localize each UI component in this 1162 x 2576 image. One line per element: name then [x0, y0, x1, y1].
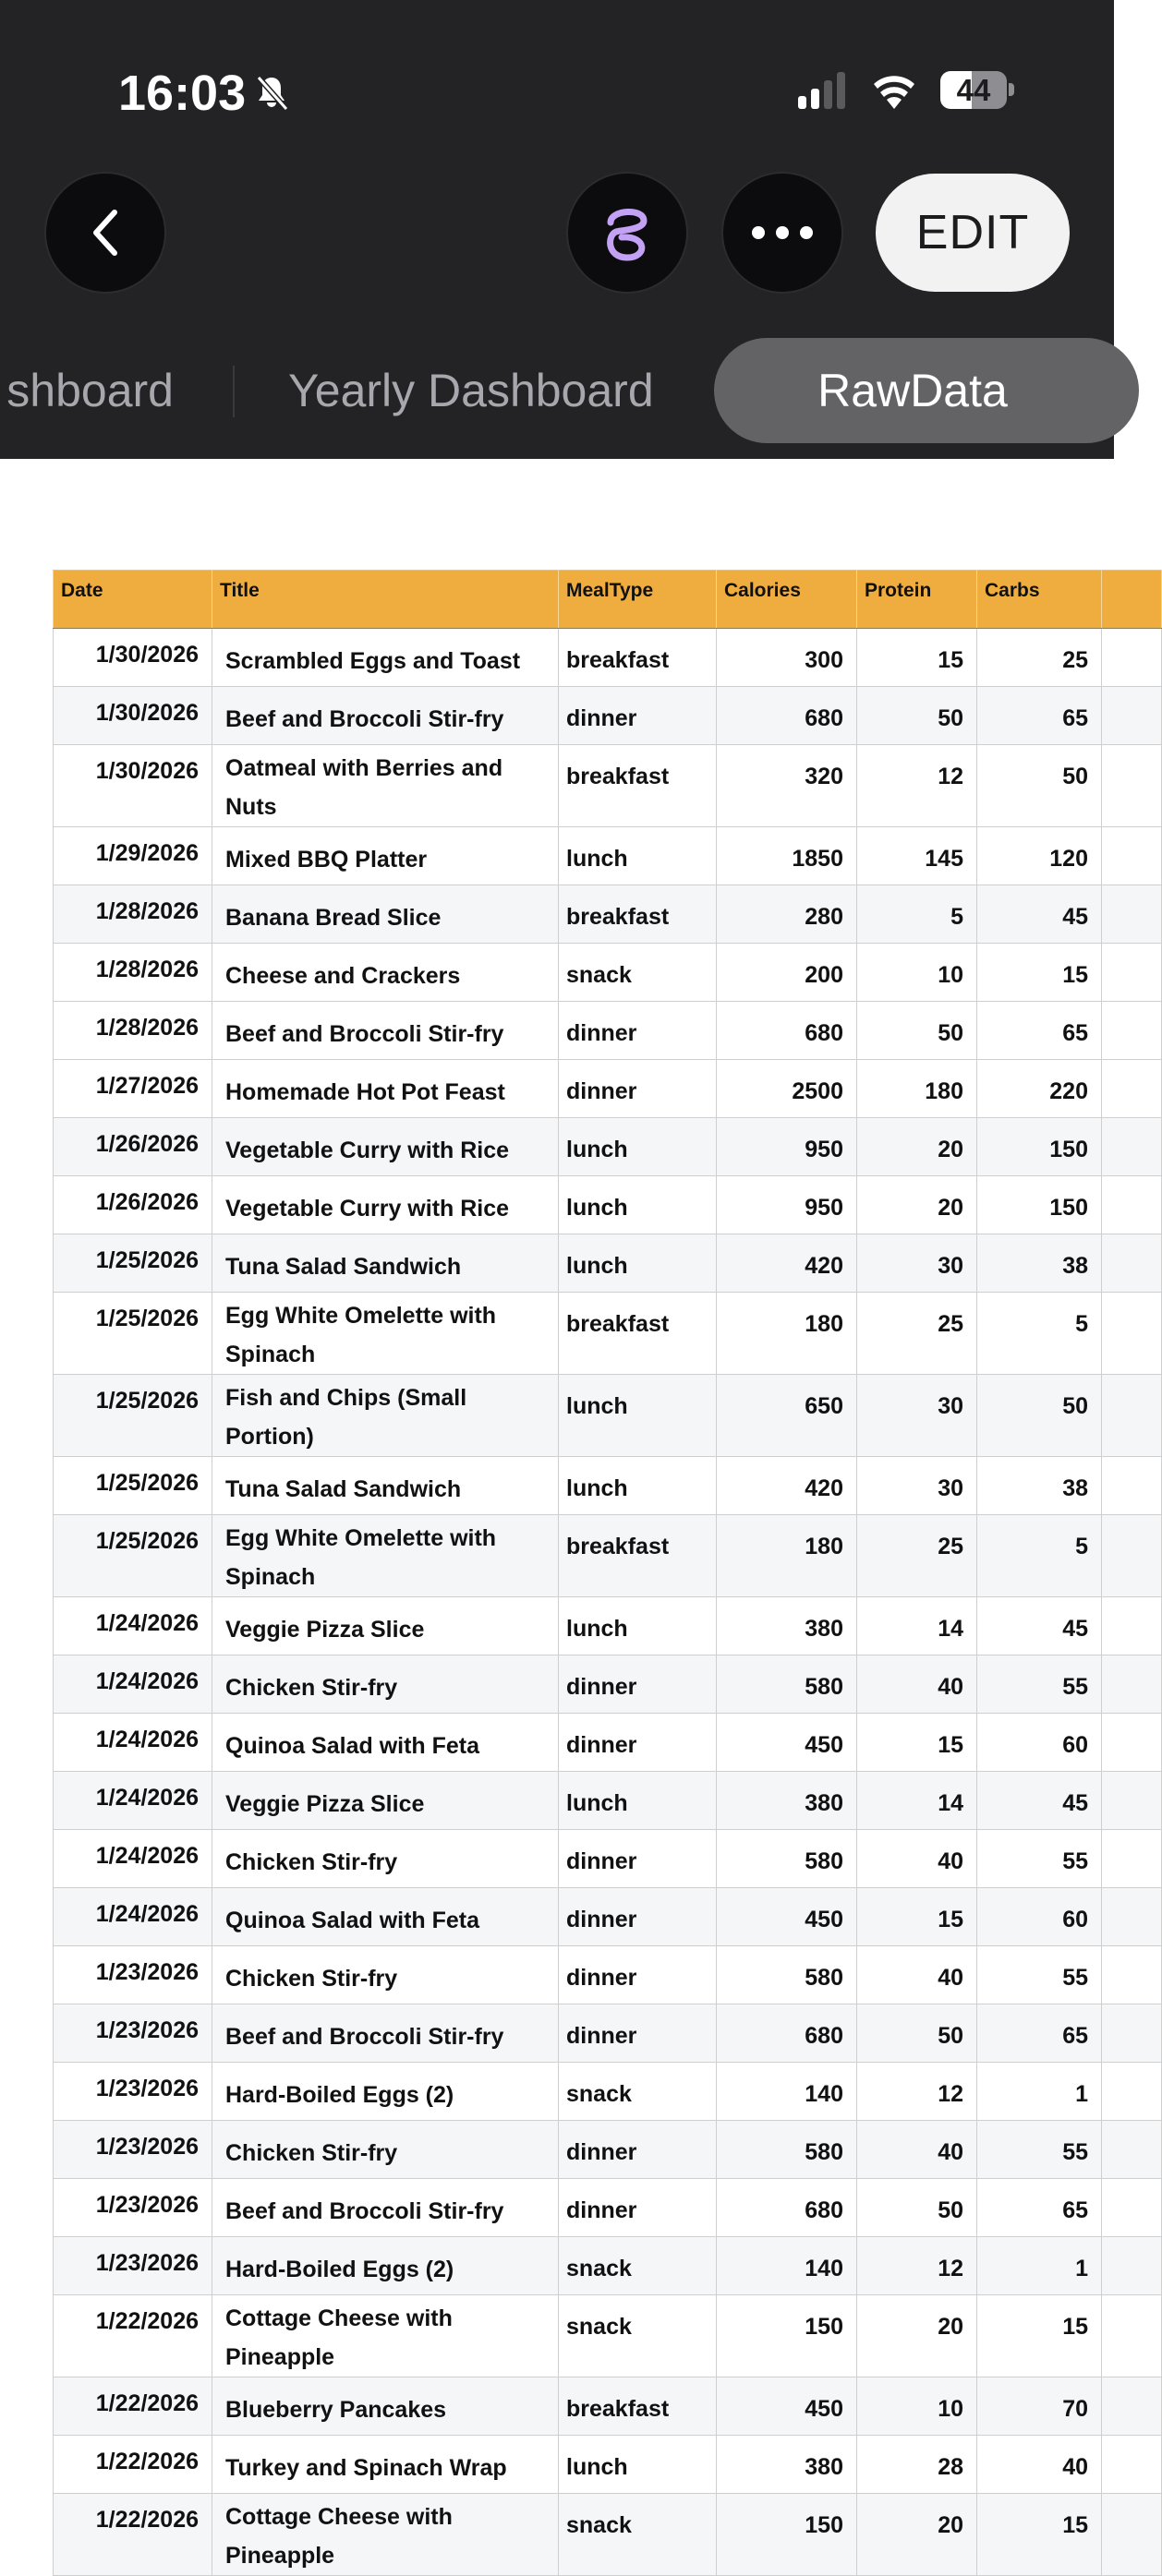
cell-protein[interactable]: 14: [857, 1597, 977, 1655]
cell-protein[interactable]: 10: [857, 2377, 977, 2436]
cell-title[interactable]: Egg White Omelette with Spinach: [212, 1515, 559, 1597]
cell-next-column[interactable]: [1102, 1234, 1162, 1293]
cell-carbs[interactable]: 65: [977, 687, 1102, 745]
table-row[interactable]: [54, 2237, 1162, 2295]
cell-next-column[interactable]: [1102, 629, 1162, 687]
cell-date[interactable]: 1/29/2026: [54, 827, 212, 885]
cell-title[interactable]: Beef and Broccoli Stir-fry: [212, 2004, 559, 2063]
cell-protein[interactable]: 20: [857, 2295, 977, 2377]
table-row[interactable]: [54, 1293, 1162, 1375]
cell-calories[interactable]: 680: [717, 687, 857, 745]
cell-title[interactable]: Quinoa Salad with Feta: [212, 1714, 559, 1772]
cell-carbs[interactable]: 120: [977, 827, 1102, 885]
table-row[interactable]: [54, 827, 1162, 885]
cell-date[interactable]: 1/23/2026: [54, 2063, 212, 2121]
table-row[interactable]: [54, 1375, 1162, 1457]
table-row[interactable]: [54, 1457, 1162, 1515]
cell-mealtype[interactable]: dinner: [559, 1655, 717, 1714]
table-row[interactable]: [54, 745, 1162, 827]
cell-date[interactable]: 1/28/2026: [54, 1002, 212, 1060]
back-button[interactable]: [46, 174, 164, 292]
table-row[interactable]: [54, 1176, 1162, 1234]
cell-next-column[interactable]: [1102, 2377, 1162, 2436]
cell-protein[interactable]: 30: [857, 1457, 977, 1515]
app-logo-button[interactable]: [568, 174, 686, 292]
cell-date[interactable]: 1/26/2026: [54, 1176, 212, 1234]
cell-carbs[interactable]: 15: [977, 944, 1102, 1002]
cell-mealtype[interactable]: dinner: [559, 2004, 717, 2063]
cell-protein[interactable]: 50: [857, 1002, 977, 1060]
table-row[interactable]: [54, 1234, 1162, 1293]
cell-carbs[interactable]: 50: [977, 1375, 1102, 1457]
cell-carbs[interactable]: 220: [977, 1060, 1102, 1118]
bell-slash-icon: [251, 72, 292, 113]
cell-title[interactable]: Hard-Boiled Eggs (2): [212, 2063, 559, 2121]
cell-carbs[interactable]: 55: [977, 1946, 1102, 2004]
cell-mealtype[interactable]: dinner: [559, 1830, 717, 1888]
cell-calories[interactable]: 650: [717, 1375, 857, 1457]
cell-mealtype[interactable]: snack: [559, 2237, 717, 2295]
cell-calories[interactable]: 580: [717, 1830, 857, 1888]
cell-date[interactable]: 1/28/2026: [54, 944, 212, 1002]
cell-calories[interactable]: 580: [717, 1946, 857, 2004]
cell-date[interactable]: 1/26/2026: [54, 1118, 212, 1176]
cell-calories[interactable]: 450: [717, 2377, 857, 2436]
cell-mealtype[interactable]: snack: [559, 2494, 717, 2576]
cell-protein[interactable]: 20: [857, 2494, 977, 2576]
table-row[interactable]: [54, 2179, 1162, 2237]
cell-protein[interactable]: 15: [857, 629, 977, 687]
cell-mealtype[interactable]: lunch: [559, 1772, 717, 1830]
cell-title[interactable]: Homemade Hot Pot Feast: [212, 1060, 559, 1118]
cell-next-column[interactable]: [1102, 827, 1162, 885]
cell-next-column[interactable]: [1102, 1888, 1162, 1946]
column-header-carbs[interactable]: Carbs: [977, 571, 1102, 629]
cell-calories[interactable]: 1850: [717, 827, 857, 885]
cell-protein[interactable]: 28: [857, 2436, 977, 2494]
tab-monthly-dashboard[interactable]: shboard: [6, 365, 174, 416]
cell-carbs[interactable]: 150: [977, 1118, 1102, 1176]
cell-mealtype[interactable]: dinner: [559, 1060, 717, 1118]
cell-date[interactable]: 1/30/2026: [54, 745, 212, 827]
cell-mealtype[interactable]: dinner: [559, 1888, 717, 1946]
cell-carbs[interactable]: 45: [977, 1772, 1102, 1830]
table-row[interactable]: [54, 1830, 1162, 1888]
column-header-title[interactable]: Title: [212, 571, 559, 629]
cell-next-column[interactable]: [1102, 1714, 1162, 1772]
cell-title[interactable]: Veggie Pizza Slice: [212, 1597, 559, 1655]
cell-title[interactable]: Vegetable Curry with Rice: [212, 1176, 559, 1234]
cell-carbs[interactable]: 50: [977, 745, 1102, 827]
rawdata-table: [53, 570, 1162, 2576]
cell-date[interactable]: 1/22/2026: [54, 2377, 212, 2436]
cell-mealtype[interactable]: lunch: [559, 1457, 717, 1515]
cell-carbs[interactable]: 65: [977, 2179, 1102, 2237]
rawdata-table-container[interactable]: [53, 570, 1114, 2569]
cell-carbs[interactable]: 60: [977, 1888, 1102, 1946]
tab-rawdata[interactable]: RawData: [714, 338, 1139, 443]
cell-mealtype[interactable]: dinner: [559, 1002, 717, 1060]
cell-protein[interactable]: 40: [857, 1830, 977, 1888]
cell-date[interactable]: 1/23/2026: [54, 2179, 212, 2237]
cell-mealtype[interactable]: breakfast: [559, 629, 717, 687]
cell-title[interactable]: Cheese and Crackers: [212, 944, 559, 1002]
cell-date[interactable]: 1/22/2026: [54, 2295, 212, 2377]
cell-mealtype[interactable]: snack: [559, 2295, 717, 2377]
cell-title[interactable]: Scrambled Eggs and Toast: [212, 629, 559, 687]
cell-calories[interactable]: 380: [717, 1597, 857, 1655]
cell-carbs[interactable]: 65: [977, 1002, 1102, 1060]
cell-date[interactable]: 1/25/2026: [54, 1293, 212, 1375]
cell-next-column[interactable]: [1102, 687, 1162, 745]
cell-mealtype[interactable]: lunch: [559, 2436, 717, 2494]
cell-calories[interactable]: 280: [717, 885, 857, 944]
table-row[interactable]: [54, 629, 1162, 687]
table-row[interactable]: [54, 687, 1162, 745]
cell-calories[interactable]: 680: [717, 2004, 857, 2063]
column-header-protein[interactable]: Protein: [857, 571, 977, 629]
cell-carbs[interactable]: 60: [977, 1714, 1102, 1772]
cell-calories[interactable]: 150: [717, 2295, 857, 2377]
cell-next-column[interactable]: [1102, 1515, 1162, 1597]
cell-mealtype[interactable]: lunch: [559, 827, 717, 885]
table-row[interactable]: [54, 1655, 1162, 1714]
cell-calories[interactable]: 580: [717, 2121, 857, 2179]
cell-next-column[interactable]: [1102, 1060, 1162, 1118]
chevron-left-icon: [87, 205, 124, 260]
cell-protein[interactable]: 40: [857, 1655, 977, 1714]
cell-protein[interactable]: 20: [857, 1176, 977, 1234]
cell-protein[interactable]: 20: [857, 1118, 977, 1176]
cell-next-column[interactable]: [1102, 1655, 1162, 1714]
cell-next-column[interactable]: [1102, 1457, 1162, 1515]
cell-date[interactable]: 1/28/2026: [54, 885, 212, 944]
cell-calories[interactable]: 140: [717, 2237, 857, 2295]
cell-carbs[interactable]: 1: [977, 2237, 1102, 2295]
table-row[interactable]: [54, 1888, 1162, 1946]
cell-calories[interactable]: 450: [717, 1888, 857, 1946]
cell-title[interactable]: Beef and Broccoli Stir-fry: [212, 687, 559, 745]
table-row[interactable]: [54, 1002, 1162, 1060]
cell-date[interactable]: 1/25/2026: [54, 1234, 212, 1293]
table-row[interactable]: [54, 885, 1162, 944]
cell-calories[interactable]: 950: [717, 1118, 857, 1176]
cell-protein[interactable]: 15: [857, 1888, 977, 1946]
cell-next-column[interactable]: [1102, 2063, 1162, 2121]
cell-next-column[interactable]: [1102, 1002, 1162, 1060]
cell-mealtype[interactable]: lunch: [559, 1118, 717, 1176]
cell-next-column[interactable]: [1102, 2436, 1162, 2494]
cell-date[interactable]: 1/22/2026: [54, 2436, 212, 2494]
cell-date[interactable]: 1/22/2026: [54, 2494, 212, 2576]
cell-protein[interactable]: 40: [857, 2121, 977, 2179]
cell-next-column[interactable]: [1102, 1176, 1162, 1234]
cell-mealtype[interactable]: dinner: [559, 1714, 717, 1772]
cell-date[interactable]: 1/24/2026: [54, 1714, 212, 1772]
cell-protein[interactable]: 12: [857, 745, 977, 827]
cell-protein[interactable]: 12: [857, 2237, 977, 2295]
cell-next-column[interactable]: [1102, 2121, 1162, 2179]
cell-date[interactable]: 1/24/2026: [54, 1830, 212, 1888]
cell-calories[interactable]: 180: [717, 1515, 857, 1597]
cell-carbs[interactable]: 38: [977, 1457, 1102, 1515]
cell-carbs[interactable]: 1: [977, 2063, 1102, 2121]
cell-calories[interactable]: 680: [717, 2179, 857, 2237]
cell-title[interactable]: Mixed BBQ Platter: [212, 827, 559, 885]
table-row[interactable]: [54, 1597, 1162, 1655]
cell-mealtype[interactable]: snack: [559, 2063, 717, 2121]
cell-title[interactable]: Egg White Omelette with Spinach: [212, 1293, 559, 1375]
table-row[interactable]: [54, 1946, 1162, 2004]
table-row[interactable]: [54, 2295, 1162, 2377]
cell-calories[interactable]: 150: [717, 2494, 857, 2576]
cell-date[interactable]: 1/25/2026: [54, 1375, 212, 1457]
cell-calories[interactable]: 2500: [717, 1060, 857, 1118]
cell-carbs[interactable]: 55: [977, 1655, 1102, 1714]
cell-title[interactable]: Chicken Stir-fry: [212, 1946, 559, 2004]
cell-calories[interactable]: 180: [717, 1293, 857, 1375]
cell-carbs[interactable]: 70: [977, 2377, 1102, 2436]
cell-next-column[interactable]: [1102, 885, 1162, 944]
cell-protein[interactable]: 50: [857, 687, 977, 745]
cell-protein[interactable]: 5: [857, 885, 977, 944]
cell-calories[interactable]: 950: [717, 1176, 857, 1234]
table-row[interactable]: [54, 2063, 1162, 2121]
cell-title[interactable]: Veggie Pizza Slice: [212, 1772, 559, 1830]
table-row[interactable]: [54, 1060, 1162, 1118]
cell-date[interactable]: 1/23/2026: [54, 2237, 212, 2295]
cell-protein[interactable]: 10: [857, 944, 977, 1002]
cell-mealtype[interactable]: dinner: [559, 687, 717, 745]
cell-next-column[interactable]: [1102, 1772, 1162, 1830]
column-header-mealtype[interactable]: MealType: [559, 571, 717, 629]
cell-carbs[interactable]: 40: [977, 2436, 1102, 2494]
ellipsis-icon: [752, 226, 813, 239]
cell-date[interactable]: 1/23/2026: [54, 2121, 212, 2179]
cell-title[interactable]: Blueberry Pancakes: [212, 2377, 559, 2436]
cell-date[interactable]: 1/24/2026: [54, 1772, 212, 1830]
battery-indicator: 44: [940, 71, 1007, 109]
tab-divider: [233, 366, 235, 417]
table-row[interactable]: [54, 1772, 1162, 1830]
cell-date[interactable]: 1/24/2026: [54, 1888, 212, 1946]
cell-carbs[interactable]: 5: [977, 1293, 1102, 1375]
cell-carbs[interactable]: 55: [977, 1830, 1102, 1888]
cell-protein[interactable]: 12: [857, 2063, 977, 2121]
cell-protein[interactable]: 180: [857, 1060, 977, 1118]
cell-mealtype[interactable]: breakfast: [559, 1515, 717, 1597]
cell-next-column[interactable]: [1102, 1946, 1162, 2004]
cell-calories[interactable]: 140: [717, 2063, 857, 2121]
cell-next-column[interactable]: [1102, 1597, 1162, 1655]
cell-title[interactable]: Cottage Cheese with Pineapple: [212, 2494, 559, 2576]
cell-mealtype[interactable]: lunch: [559, 1176, 717, 1234]
cell-title[interactable]: Vegetable Curry with Rice: [212, 1118, 559, 1176]
cell-date[interactable]: 1/23/2026: [54, 1946, 212, 2004]
cell-mealtype[interactable]: breakfast: [559, 885, 717, 944]
cell-mealtype[interactable]: snack: [559, 944, 717, 1002]
cell-mealtype[interactable]: breakfast: [559, 2377, 717, 2436]
cell-protein[interactable]: 50: [857, 2179, 977, 2237]
column-header-next[interactable]: [1102, 571, 1162, 629]
table-row[interactable]: [54, 2004, 1162, 2063]
cell-carbs[interactable]: 5: [977, 1515, 1102, 1597]
cell-carbs[interactable]: 45: [977, 1597, 1102, 1655]
cell-title[interactable]: Beef and Broccoli Stir-fry: [212, 1002, 559, 1060]
cell-calories[interactable]: 580: [717, 1655, 857, 1714]
cell-title[interactable]: Quinoa Salad with Feta: [212, 1888, 559, 1946]
cell-protein[interactable]: 40: [857, 1946, 977, 2004]
cell-carbs[interactable]: 150: [977, 1176, 1102, 1234]
cell-mealtype[interactable]: breakfast: [559, 745, 717, 827]
cell-protein[interactable]: 25: [857, 1293, 977, 1375]
cell-next-column[interactable]: [1102, 2494, 1162, 2576]
cell-protein[interactable]: 145: [857, 827, 977, 885]
table-row[interactable]: [54, 2436, 1162, 2494]
cell-calories[interactable]: 320: [717, 745, 857, 827]
cell-calories[interactable]: 300: [717, 629, 857, 687]
cell-date[interactable]: 1/25/2026: [54, 1515, 212, 1597]
cell-mealtype[interactable]: breakfast: [559, 1293, 717, 1375]
cell-calories[interactable]: 420: [717, 1457, 857, 1515]
cell-title[interactable]: Turkey and Spinach Wrap: [212, 2436, 559, 2494]
cell-date[interactable]: 1/23/2026: [54, 2004, 212, 2063]
cell-date[interactable]: 1/30/2026: [54, 629, 212, 687]
cell-calories[interactable]: 380: [717, 2436, 857, 2494]
tab-yearly-dashboard[interactable]: Yearly Dashboard: [288, 365, 654, 416]
table-row[interactable]: [54, 1714, 1162, 1772]
cell-next-column[interactable]: [1102, 2295, 1162, 2377]
cell-protein[interactable]: 14: [857, 1772, 977, 1830]
cell-title[interactable]: Beef and Broccoli Stir-fry: [212, 2179, 559, 2237]
cell-date[interactable]: 1/24/2026: [54, 1655, 212, 1714]
cell-carbs[interactable]: 25: [977, 629, 1102, 687]
cell-title[interactable]: Tuna Salad Sandwich: [212, 1457, 559, 1515]
table-row[interactable]: [54, 1118, 1162, 1176]
cell-title[interactable]: Hard-Boiled Eggs (2): [212, 2237, 559, 2295]
cell-mealtype[interactable]: dinner: [559, 1946, 717, 2004]
table-header-row: [54, 571, 1162, 629]
cell-next-column[interactable]: [1102, 2179, 1162, 2237]
column-header-calories[interactable]: Calories: [717, 571, 857, 629]
cell-calories[interactable]: 200: [717, 944, 857, 1002]
column-header-date[interactable]: Date: [54, 571, 212, 629]
cell-date[interactable]: 1/25/2026: [54, 1457, 212, 1515]
cell-mealtype[interactable]: lunch: [559, 1234, 717, 1293]
status-time: 16:03: [118, 66, 247, 121]
cell-title[interactable]: Chicken Stir-fry: [212, 1655, 559, 1714]
edit-button[interactable]: EDIT: [876, 174, 1070, 292]
cell-date[interactable]: 1/30/2026: [54, 687, 212, 745]
cell-carbs[interactable]: 65: [977, 2004, 1102, 2063]
cell-next-column[interactable]: [1102, 1375, 1162, 1457]
cell-carbs[interactable]: 15: [977, 2494, 1102, 2576]
cell-next-column[interactable]: [1102, 2237, 1162, 2295]
app-logo-icon: [603, 204, 651, 261]
cell-title[interactable]: Cottage Cheese with Pineapple: [212, 2295, 559, 2377]
table-row[interactable]: [54, 2494, 1162, 2576]
cell-carbs[interactable]: 45: [977, 885, 1102, 944]
cell-title[interactable]: Tuna Salad Sandwich: [212, 1234, 559, 1293]
cell-date[interactable]: 1/27/2026: [54, 1060, 212, 1118]
cell-mealtype[interactable]: lunch: [559, 1597, 717, 1655]
cell-title[interactable]: Banana Bread Slice: [212, 885, 559, 944]
cell-calories[interactable]: 420: [717, 1234, 857, 1293]
cell-next-column[interactable]: [1102, 1830, 1162, 1888]
cell-carbs[interactable]: 38: [977, 1234, 1102, 1293]
cell-calories[interactable]: 380: [717, 1772, 857, 1830]
cell-title[interactable]: Chicken Stir-fry: [212, 1830, 559, 1888]
battery-cap: [1009, 83, 1014, 96]
table-row[interactable]: [54, 2121, 1162, 2179]
cell-next-column[interactable]: [1102, 1118, 1162, 1176]
cell-next-column[interactable]: [1102, 944, 1162, 1002]
cell-protein[interactable]: 25: [857, 1515, 977, 1597]
cell-next-column[interactable]: [1102, 2004, 1162, 2063]
cell-next-column[interactable]: [1102, 1293, 1162, 1375]
cell-mealtype[interactable]: dinner: [559, 2121, 717, 2179]
cellular-signal-icon: [798, 72, 846, 109]
cell-protein[interactable]: 30: [857, 1234, 977, 1293]
cell-protein[interactable]: 15: [857, 1714, 977, 1772]
cell-date[interactable]: 1/24/2026: [54, 1597, 212, 1655]
cell-protein[interactable]: 30: [857, 1375, 977, 1457]
app-header: [0, 0, 1114, 459]
cell-title[interactable]: Chicken Stir-fry: [212, 2121, 559, 2179]
table-row[interactable]: [54, 1515, 1162, 1597]
more-options-button[interactable]: [723, 174, 841, 292]
table-row[interactable]: [54, 944, 1162, 1002]
cell-next-column[interactable]: [1102, 745, 1162, 827]
cell-calories[interactable]: 450: [717, 1714, 857, 1772]
cell-carbs[interactable]: 15: [977, 2295, 1102, 2377]
cell-title[interactable]: Fish and Chips (Small Portion): [212, 1375, 559, 1457]
cell-title[interactable]: Oatmeal with Berries and Nuts: [212, 745, 559, 827]
table-row[interactable]: [54, 2377, 1162, 2436]
cell-mealtype[interactable]: dinner: [559, 2179, 717, 2237]
cell-mealtype[interactable]: lunch: [559, 1375, 717, 1457]
table-body: [54, 629, 1162, 2576]
cell-carbs[interactable]: 55: [977, 2121, 1102, 2179]
cell-calories[interactable]: 680: [717, 1002, 857, 1060]
cell-protein[interactable]: 50: [857, 2004, 977, 2063]
wifi-icon: [872, 72, 916, 109]
dashboard-tabs: [0, 338, 1114, 443]
